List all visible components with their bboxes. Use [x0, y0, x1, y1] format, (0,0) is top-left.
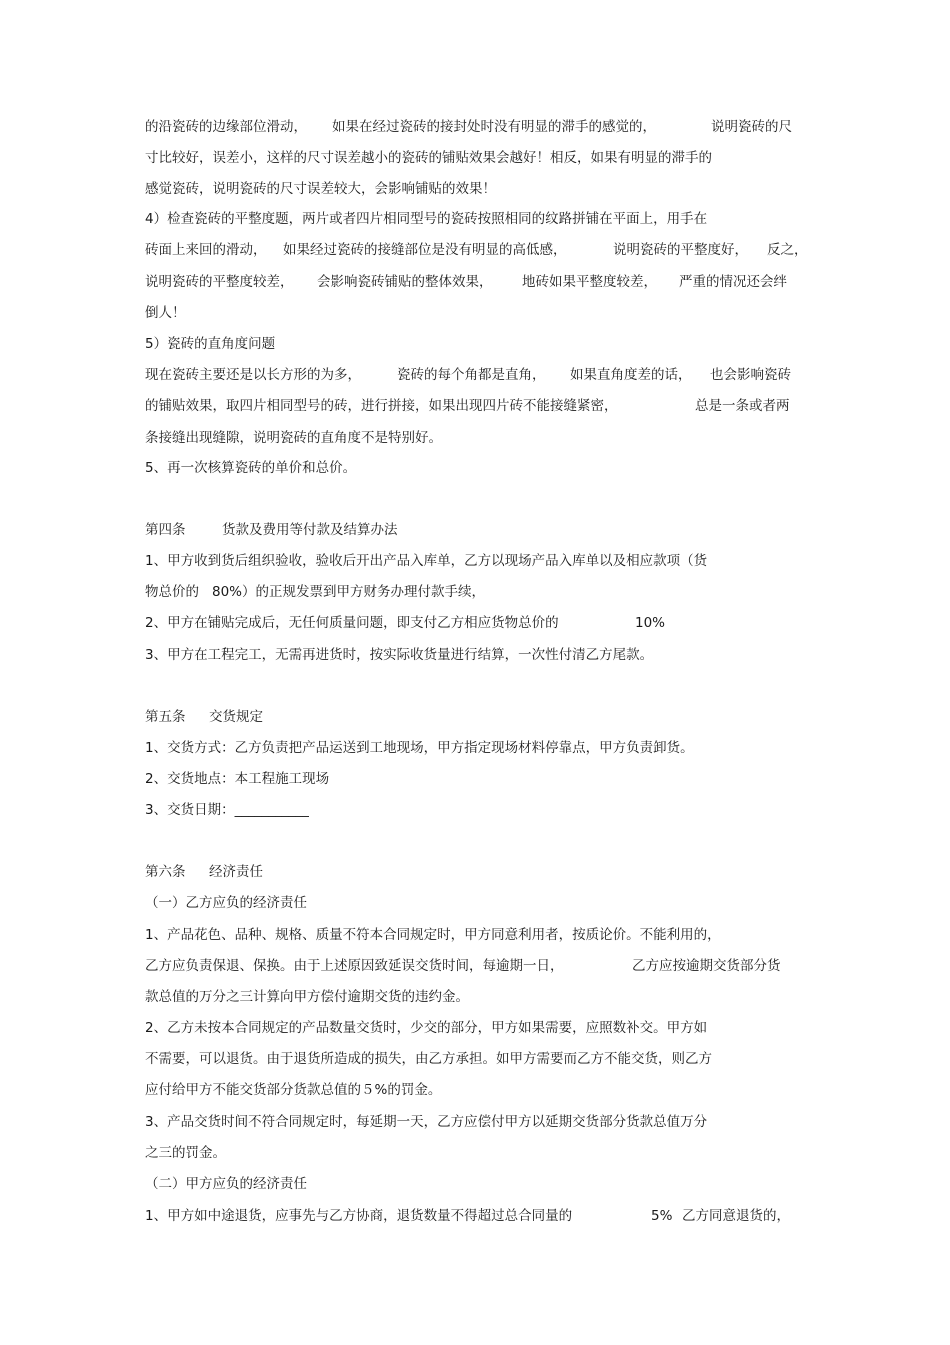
article-title: 经济责任	[209, 864, 263, 880]
text-segment: 物总价的	[145, 584, 199, 600]
text-segment: 总是一条或者两	[695, 398, 790, 414]
text-segment: 砖面上来回的滑动，	[145, 242, 267, 258]
text-line: 2、交货地点：本工程施工现场	[145, 771, 330, 787]
text-segment: 瓷砖的每个角都是直角，	[397, 367, 546, 383]
text-segment: 2、甲方在铺贴完成后，无任何质量问题，即支付乙方相应货物总价的	[145, 615, 559, 631]
text-segment: 乙方应负责保退、保换。由于上述原因致延误交货时间，每逾期一日，	[145, 958, 564, 974]
text-segment: 说明瓷砖的尺	[711, 119, 792, 135]
text-segment: 如果经过瓷砖的接缝部位是没有明显的高低感，	[283, 242, 567, 258]
text-line: 5、再一次核算瓷砖的单价和总价。	[145, 460, 357, 476]
text-line: 2、乙方未按本合同规定的产品数量交货时，少交的部分，甲方如果需要，应照数补交。甲方如	[145, 1020, 708, 1036]
text-segment: 地砖如果平整度较差，	[522, 274, 657, 290]
text-segment: 会影响瓷砖铺贴的整体效果，	[317, 274, 493, 290]
text-line: 应付给甲方不能交货部分货款总值的５%的罚金。	[145, 1082, 442, 1098]
article-title: 货款及费用等付款及结算办法	[222, 522, 398, 538]
subsection-heading: （二）甲方应负的经济责任	[145, 1176, 307, 1192]
text-segment: 反之，	[767, 242, 808, 258]
text-line: 4）检查瓷砖的平整度题，两片或者四片相同型号的瓷砖按照相同的纹路拼铺在平面上，用手在	[145, 211, 708, 227]
text-line: 3、交货日期：___________	[145, 802, 309, 818]
text-line: 3、产品交货时间不符合同规定时，每延期一天，乙方应偿付甲方以延期交货部分货款总值万分	[145, 1114, 708, 1130]
text-segment: 10%	[635, 615, 666, 631]
subsection-heading: （一）乙方应负的经济责任	[145, 895, 307, 911]
text-line: 3、甲方在工程完工，无需再进货时，按实际收货量进行结算，一次性付清乙方尾款。	[145, 647, 654, 663]
article-number: 第五条	[145, 709, 186, 725]
section-heading: 5）瓷砖的直角度问题	[145, 336, 276, 352]
text-segment: 说明瓷砖的平整度好，	[613, 242, 748, 258]
text-line: 款总值的万分之三计算向甲方偿付逾期交货的违约金。	[145, 989, 469, 1005]
text-line: 1、交货方式：乙方负责把产品运送到工地现场，甲方指定现场材料停靠点，甲方负责卸货。	[145, 740, 694, 756]
text-line: 1、甲方收到货后组织验收，验收后开出产品入库单，乙方以现场产品入库单以及相应款项（货	[145, 553, 708, 569]
text-segment: 1、甲方如中途退货，应事先与乙方协商，退货数量不得超过总合同量的	[145, 1208, 573, 1224]
text-segment: 如果直角度差的话，	[570, 367, 692, 383]
text-segment: 的沿瓷砖的边缘部位滑动，	[145, 119, 307, 135]
text-line: 之三的罚金。	[145, 1145, 226, 1161]
text-segment: 严重的情况还会绊	[679, 274, 787, 290]
text-segment: 现在瓷砖主要还是以长方形的为多，	[145, 367, 361, 383]
text-line: 不需要，可以退货。由于退货所造成的损失，由乙方承担。如甲方需要而乙方不能交货，则乙方	[145, 1051, 712, 1067]
text-segment: 乙方同意退货的，	[682, 1208, 790, 1224]
text-segment: 5%	[651, 1208, 673, 1224]
text-segment: 乙方应按逾期交货部分货	[632, 958, 781, 974]
text-segment: 说明瓷砖的平整度较差，	[145, 274, 294, 290]
article-title: 交货规定	[209, 709, 263, 725]
article-number: 第四条	[145, 522, 186, 538]
article-number: 第六条	[145, 864, 186, 880]
text-line: 1、产品花色、品种、规格、质量不符本合同规定时，甲方同意利用者，按质论价。不能利用的，	[145, 927, 721, 943]
text-line: 寸比较好，误差小，这样的尺寸误差越小的瓷砖的铺贴效果会越好！相反，如果有明显的滞手的	[145, 150, 712, 166]
text-line: 条接缝出现缝隙，说明瓷砖的直角度不是特别好。	[145, 430, 442, 446]
text-line: 倒人！	[145, 305, 186, 321]
text-segment: 也会影响瓷砖	[710, 367, 791, 383]
text-line: 感觉瓷砖，说明瓷砖的尺寸误差较大，会影响铺贴的效果！	[145, 181, 496, 197]
text-segment: 如果在经过瓷砖的接封处时没有明显的滞手的感觉的，	[332, 119, 656, 135]
text-segment: 的铺贴效果，取四片相同型号的砖，进行拼接，如果出现四片砖不能接缝紧密，	[145, 398, 618, 414]
text-segment: 80%）的正规发票到甲方财务办理付款手续，	[212, 584, 486, 600]
